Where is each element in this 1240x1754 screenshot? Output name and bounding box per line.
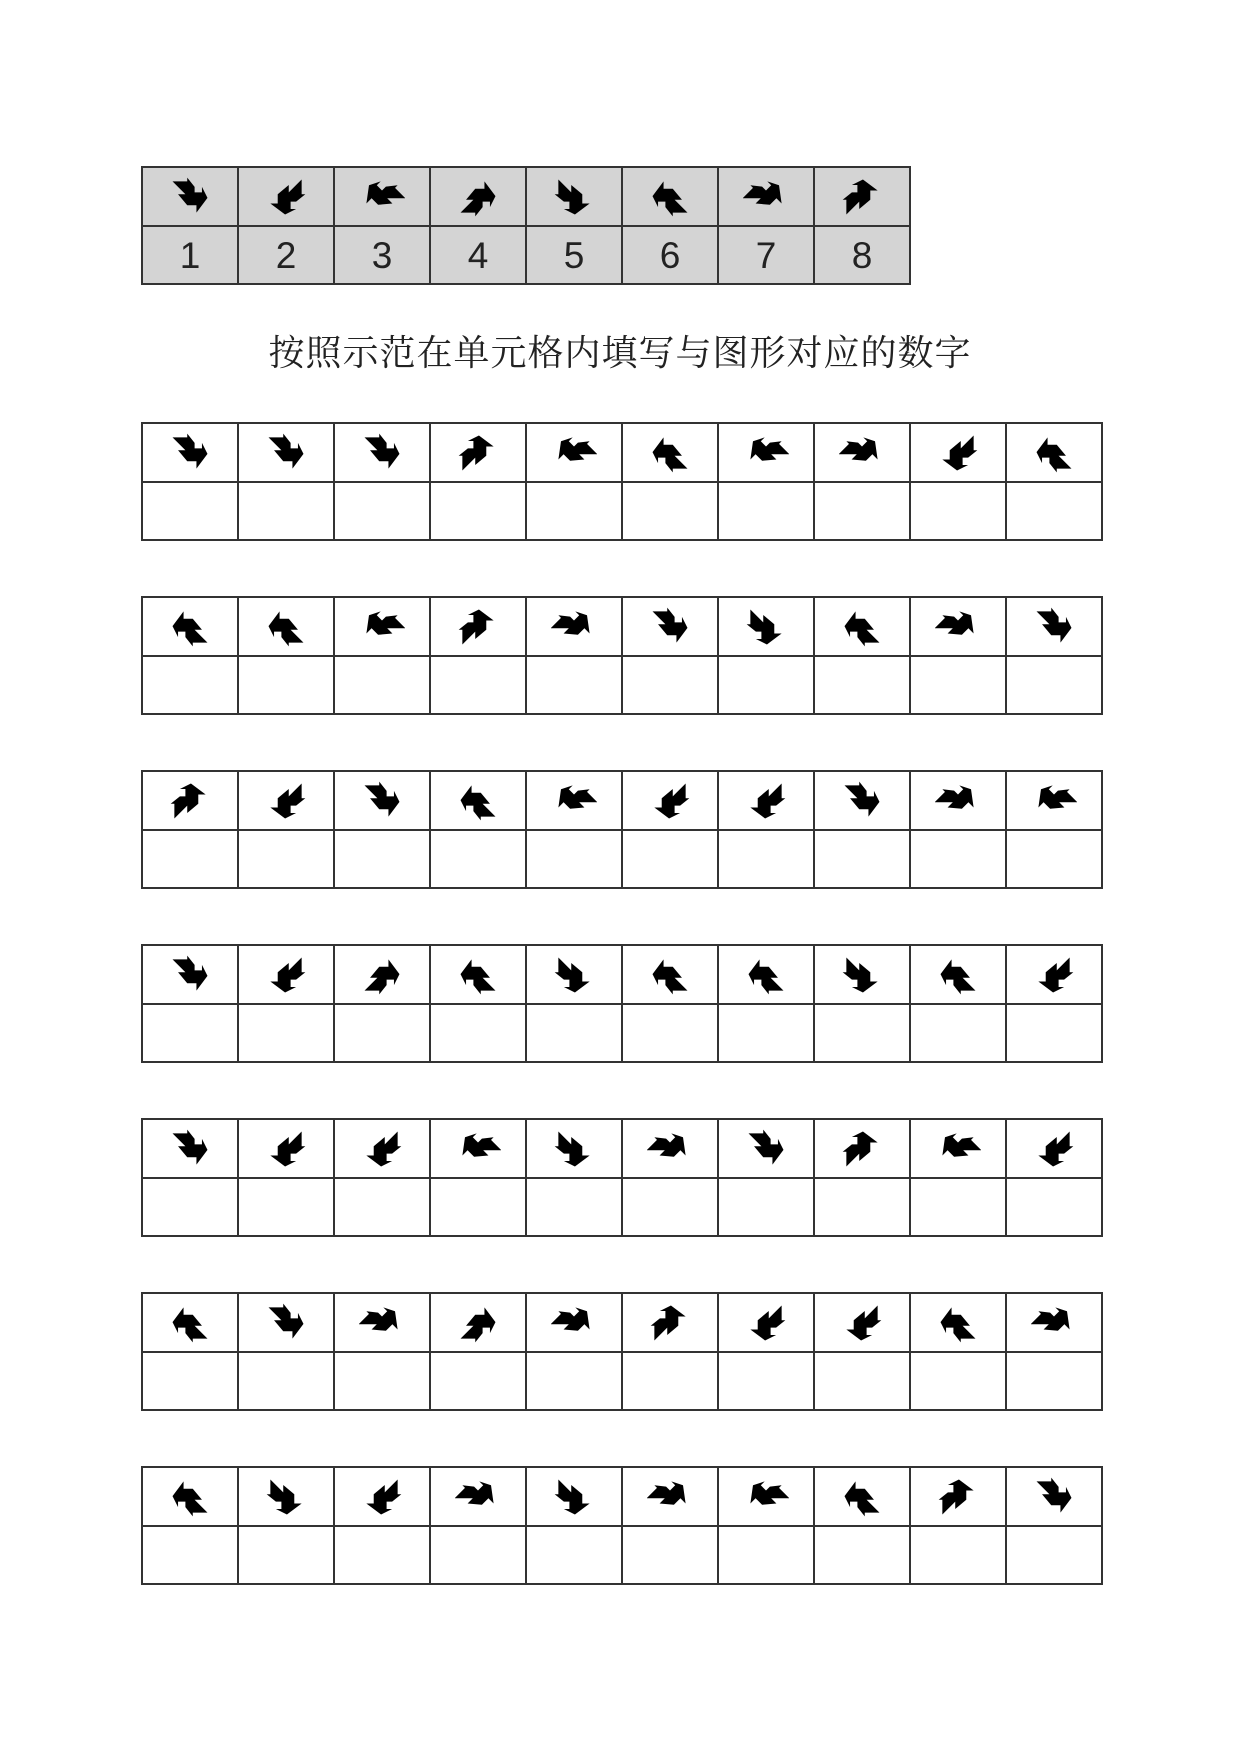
arrow-shape-s3-icon [719, 1474, 813, 1520]
answer-blank-cell[interactable] [430, 482, 526, 540]
answer-blank-cell[interactable] [526, 1178, 622, 1236]
exercise-symbol-cell [430, 771, 526, 830]
answer-blank-cell[interactable] [910, 1526, 1006, 1584]
exercise-symbol-cell [526, 1119, 622, 1178]
exercise-symbol-cell [334, 597, 430, 656]
answer-blank-cell[interactable] [238, 1004, 334, 1062]
exercise-symbol-cell [142, 945, 238, 1004]
answer-blank-cell[interactable] [622, 482, 718, 540]
answer-blank-cell[interactable] [1006, 1526, 1102, 1584]
arrow-shape-s6-icon [143, 1474, 237, 1520]
answer-blank-cell[interactable] [142, 830, 238, 888]
arrow-shape-s7-icon [911, 604, 1005, 650]
arrow-shape-s2-icon [719, 1300, 813, 1346]
arrow-shape-s3-icon [719, 430, 813, 476]
arrow-shape-s3-icon [431, 1126, 525, 1172]
exercise-symbol-cell [910, 771, 1006, 830]
exercise-symbol-cell [334, 771, 430, 830]
arrow-shape-s1-icon [239, 430, 333, 476]
exercise-symbol-cell [814, 1467, 910, 1526]
exercise-symbol-cell [1006, 945, 1102, 1004]
answer-blank-cell[interactable] [1006, 1352, 1102, 1410]
exercise-symbol-cell [622, 1293, 718, 1352]
arrow-shape-s2-icon [335, 1474, 429, 1520]
arrow-shape-s7-icon [719, 174, 813, 220]
arrow-shape-s6-icon [143, 1300, 237, 1346]
arrow-shape-s1-icon [335, 430, 429, 476]
legend-number-cell: 6 [622, 226, 718, 284]
arrow-shape-s3-icon [1007, 778, 1101, 824]
answer-blank-cell[interactable] [430, 1178, 526, 1236]
exercise-symbol-cell [334, 1467, 430, 1526]
legend-symbol-cell [334, 167, 430, 226]
answer-blank-cell[interactable] [238, 1178, 334, 1236]
exercise-symbol-cell [814, 423, 910, 482]
legend-number-cell: 8 [814, 226, 910, 284]
legend-symbol-cell [718, 167, 814, 226]
answer-blank-cell[interactable] [814, 1178, 910, 1236]
arrow-shape-s2-icon [1007, 952, 1101, 998]
arrow-shape-s2-icon [239, 174, 333, 220]
arrow-shape-s2-icon [1007, 1126, 1101, 1172]
answer-blank-cell[interactable] [238, 830, 334, 888]
answer-blank-cell[interactable] [142, 482, 238, 540]
answer-blank-cell[interactable] [334, 1178, 430, 1236]
exercise-answer-row [142, 1178, 1102, 1236]
arrow-shape-s1-icon [815, 778, 909, 824]
answer-blank-cell[interactable] [238, 482, 334, 540]
arrow-shape-s8-icon [431, 430, 525, 476]
exercise-symbol-row [142, 1293, 1102, 1352]
arrow-shape-s2-icon [623, 778, 717, 824]
answer-blank-cell[interactable] [814, 830, 910, 888]
exercise-row-4 [141, 944, 1103, 1063]
answer-blank-cell[interactable] [814, 482, 910, 540]
legend-symbol-cell [430, 167, 526, 226]
arrow-shape-s4-icon [431, 1300, 525, 1346]
exercise-symbol-cell [718, 597, 814, 656]
exercise-symbol-cell [430, 1119, 526, 1178]
arrow-shape-s6-icon [623, 174, 717, 220]
exercise-symbol-cell [718, 1119, 814, 1178]
arrow-shape-s7-icon [1007, 1300, 1101, 1346]
arrow-shape-s1-icon [143, 1126, 237, 1172]
legend-symbol-cell [622, 167, 718, 226]
arrow-shape-s2-icon [719, 778, 813, 824]
exercise-symbol-cell [526, 1293, 622, 1352]
exercise-symbol-cell [430, 1467, 526, 1526]
exercise-symbol-cell [622, 423, 718, 482]
arrow-shape-s1-icon [143, 952, 237, 998]
legend-symbol-cell [238, 167, 334, 226]
arrow-shape-s5-icon [719, 604, 813, 650]
exercise-symbol-cell [334, 945, 430, 1004]
legend-table [141, 166, 911, 285]
answer-blank-cell[interactable] [142, 1004, 238, 1062]
answer-blank-cell[interactable] [622, 656, 718, 714]
arrow-shape-s8-icon [623, 1300, 717, 1346]
exercise-symbol-cell [622, 771, 718, 830]
answer-blank-cell[interactable] [1006, 1178, 1102, 1236]
exercise-symbol-cell [526, 597, 622, 656]
answer-blank-cell[interactable] [142, 656, 238, 714]
legend-number-cell: 1 [142, 226, 238, 284]
answer-blank-cell[interactable] [718, 1178, 814, 1236]
arrow-shape-s2-icon [239, 952, 333, 998]
exercise-symbol-cell [814, 945, 910, 1004]
exercise-symbol-cell [238, 1119, 334, 1178]
arrow-shape-s6-icon [623, 430, 717, 476]
exercise-symbol-cell [526, 945, 622, 1004]
exercise-symbol-cell [718, 771, 814, 830]
exercise-symbol-cell [142, 423, 238, 482]
exercise-symbol-cell [1006, 1119, 1102, 1178]
answer-blank-cell[interactable] [910, 1004, 1006, 1062]
exercise-symbol-cell [910, 1119, 1006, 1178]
answer-blank-cell[interactable] [814, 656, 910, 714]
exercise-symbol-cell [430, 1293, 526, 1352]
arrow-shape-s6-icon [431, 952, 525, 998]
answer-blank-cell[interactable] [718, 1004, 814, 1062]
exercise-answer-row [142, 1004, 1102, 1062]
arrow-shape-s1-icon [1007, 1474, 1101, 1520]
answer-blank-cell[interactable] [814, 1352, 910, 1410]
answer-blank-cell[interactable] [910, 830, 1006, 888]
arrow-shape-s5-icon [527, 1474, 621, 1520]
exercise-symbol-cell [814, 1293, 910, 1352]
arrow-shape-s8-icon [911, 1474, 1005, 1520]
answer-blank-cell[interactable] [910, 1352, 1006, 1410]
answer-blank-cell[interactable] [334, 482, 430, 540]
answer-blank-cell[interactable] [142, 1352, 238, 1410]
arrow-shape-s7-icon [623, 1126, 717, 1172]
answer-blank-cell[interactable] [814, 1004, 910, 1062]
exercise-symbol-cell [334, 423, 430, 482]
exercise-row-1 [141, 422, 1103, 541]
exercise-symbol-cell [142, 1119, 238, 1178]
legend-symbol-cell [142, 167, 238, 226]
arrow-shape-s1-icon [719, 1126, 813, 1172]
arrow-shape-s5-icon [815, 952, 909, 998]
answer-blank-cell[interactable] [622, 1352, 718, 1410]
answer-blank-cell[interactable] [910, 656, 1006, 714]
exercise-symbol-cell [238, 1293, 334, 1352]
answer-blank-cell[interactable] [910, 482, 1006, 540]
arrow-shape-s8-icon [815, 174, 909, 220]
answer-blank-cell[interactable] [430, 1352, 526, 1410]
answer-blank-cell[interactable] [238, 1352, 334, 1410]
arrow-shape-s7-icon [527, 1300, 621, 1346]
answer-blank-cell[interactable] [238, 1526, 334, 1584]
arrow-shape-s7-icon [623, 1474, 717, 1520]
arrow-shape-s4-icon [335, 952, 429, 998]
answer-blank-cell[interactable] [622, 1178, 718, 1236]
arrow-shape-s1-icon [143, 430, 237, 476]
exercise-symbol-cell [334, 1293, 430, 1352]
exercise-symbol-cell [622, 1467, 718, 1526]
exercise-symbol-cell [142, 597, 238, 656]
exercise-symbol-cell [142, 771, 238, 830]
legend-number-cell: 3 [334, 226, 430, 284]
arrow-shape-s2-icon [239, 1126, 333, 1172]
answer-blank-cell[interactable] [334, 830, 430, 888]
exercise-symbol-cell [718, 1293, 814, 1352]
exercise-symbol-cell [238, 1467, 334, 1526]
exercise-symbol-row [142, 1119, 1102, 1178]
exercise-symbol-cell [1006, 423, 1102, 482]
exercise-symbol-cell [718, 423, 814, 482]
exercise-symbol-cell [1006, 1467, 1102, 1526]
arrow-shape-s1-icon [335, 778, 429, 824]
arrow-shape-s2-icon [239, 778, 333, 824]
answer-blank-cell[interactable] [622, 1526, 718, 1584]
answer-blank-cell[interactable] [142, 1526, 238, 1584]
arrow-shape-s1-icon [239, 1300, 333, 1346]
exercise-symbol-cell [814, 597, 910, 656]
arrow-shape-s6-icon [431, 778, 525, 824]
arrow-shape-s6-icon [911, 952, 1005, 998]
exercise-symbol-cell [910, 945, 1006, 1004]
answer-blank-cell[interactable] [334, 1004, 430, 1062]
exercise-symbol-cell [622, 945, 718, 1004]
exercise-row-3 [141, 770, 1103, 889]
exercise-symbol-cell [238, 945, 334, 1004]
exercise-symbol-cell [142, 1467, 238, 1526]
answer-blank-cell[interactable] [1006, 830, 1102, 888]
arrow-shape-s8-icon [431, 604, 525, 650]
arrow-shape-s8-icon [815, 1126, 909, 1172]
answer-blank-cell[interactable] [142, 1178, 238, 1236]
arrow-shape-s5-icon [527, 952, 621, 998]
exercise-symbol-cell [142, 1293, 238, 1352]
answer-blank-cell[interactable] [1006, 656, 1102, 714]
arrow-shape-s5-icon [527, 174, 621, 220]
legend-number-cell: 2 [238, 226, 334, 284]
exercise-symbol-cell [430, 597, 526, 656]
arrow-shape-s5-icon [239, 1474, 333, 1520]
legend-symbol-cell [814, 167, 910, 226]
legend-number-cell: 7 [718, 226, 814, 284]
exercise-symbol-cell [526, 423, 622, 482]
exercise-symbol-row [142, 423, 1102, 482]
answer-blank-cell[interactable] [334, 656, 430, 714]
exercise-symbol-cell [910, 597, 1006, 656]
exercise-answer-row [142, 830, 1102, 888]
answer-blank-cell[interactable] [430, 830, 526, 888]
answer-blank-cell[interactable] [718, 830, 814, 888]
exercise-symbol-cell [334, 1119, 430, 1178]
answer-blank-cell[interactable] [910, 1178, 1006, 1236]
exercise-symbol-cell [430, 423, 526, 482]
legend-number-cell: 5 [526, 226, 622, 284]
arrow-shape-s6-icon [911, 1300, 1005, 1346]
answer-blank-cell[interactable] [1006, 482, 1102, 540]
arrow-shape-s7-icon [911, 778, 1005, 824]
arrow-shape-s6-icon [239, 604, 333, 650]
arrow-shape-s3-icon [527, 430, 621, 476]
arrow-shape-s7-icon [527, 604, 621, 650]
arrow-shape-s6-icon [815, 604, 909, 650]
arrow-shape-s3-icon [911, 1126, 1005, 1172]
exercise-symbol-cell [1006, 1293, 1102, 1352]
arrow-shape-s1-icon [1007, 604, 1101, 650]
exercise-symbol-cell [622, 597, 718, 656]
exercise-answer-row [142, 1352, 1102, 1410]
arrow-shape-s2-icon [911, 430, 1005, 476]
answer-blank-cell[interactable] [718, 1526, 814, 1584]
exercise-answer-row [142, 1526, 1102, 1584]
exercise-symbol-cell [910, 423, 1006, 482]
exercise-symbol-cell [814, 771, 910, 830]
exercise-symbol-cell [910, 1467, 1006, 1526]
exercise-row-2 [141, 596, 1103, 715]
answer-blank-cell[interactable] [526, 1004, 622, 1062]
exercise-answer-row [142, 482, 1102, 540]
exercise-row-6 [141, 1292, 1103, 1411]
exercise-symbol-cell [1006, 597, 1102, 656]
arrow-shape-s6-icon [719, 952, 813, 998]
answer-blank-cell[interactable] [334, 1526, 430, 1584]
answer-blank-cell[interactable] [718, 1352, 814, 1410]
arrow-shape-s7-icon [815, 430, 909, 476]
arrow-shape-s7-icon [431, 1474, 525, 1520]
arrow-shape-s1-icon [623, 604, 717, 650]
exercise-symbol-cell [238, 597, 334, 656]
arrow-shape-s2-icon [815, 1300, 909, 1346]
answer-blank-cell[interactable] [334, 1352, 430, 1410]
exercise-symbol-cell [238, 423, 334, 482]
arrow-shape-s6-icon [1007, 430, 1101, 476]
answer-blank-cell[interactable] [526, 1526, 622, 1584]
arrow-shape-s1-icon [143, 174, 237, 220]
arrow-shape-s2-icon [335, 1126, 429, 1172]
answer-blank-cell[interactable] [430, 1526, 526, 1584]
instruction-title: 按照示范在单元格内填写与图形对应的数字 [268, 333, 972, 374]
legend-number-cell: 4 [430, 226, 526, 284]
arrow-shape-s7-icon [335, 1300, 429, 1346]
legend-number-row [142, 226, 910, 284]
exercise-symbol-row [142, 597, 1102, 656]
exercise-symbol-cell [526, 771, 622, 830]
answer-blank-cell[interactable] [526, 482, 622, 540]
exercise-symbol-cell [1006, 771, 1102, 830]
answer-blank-cell[interactable] [430, 1004, 526, 1062]
exercise-symbol-cell [238, 771, 334, 830]
exercise-symbol-row [142, 771, 1102, 830]
answer-blank-cell[interactable] [718, 482, 814, 540]
arrow-shape-s6-icon [143, 604, 237, 650]
exercise-symbol-cell [910, 1293, 1006, 1352]
arrow-shape-s8-icon [143, 778, 237, 824]
answer-blank-cell[interactable] [430, 656, 526, 714]
exercise-symbol-cell [718, 1467, 814, 1526]
answer-blank-cell[interactable] [1006, 1004, 1102, 1062]
answer-blank-cell[interactable] [526, 656, 622, 714]
arrow-shape-s3-icon [527, 778, 621, 824]
answer-blank-cell[interactable] [814, 1526, 910, 1584]
exercise-symbol-cell [526, 1467, 622, 1526]
legend-symbol-cell [526, 167, 622, 226]
answer-blank-cell[interactable] [622, 1004, 718, 1062]
answer-blank-cell[interactable] [526, 1352, 622, 1410]
arrow-shape-s3-icon [335, 174, 429, 220]
exercise-answer-row [142, 656, 1102, 714]
answer-blank-cell[interactable] [238, 656, 334, 714]
arrow-shape-s5-icon [527, 1126, 621, 1172]
answer-blank-cell[interactable] [526, 830, 622, 888]
legend-symbol-row [142, 167, 910, 226]
answer-blank-cell[interactable] [718, 656, 814, 714]
exercise-symbol-row [142, 945, 1102, 1004]
exercise-row-5 [141, 1118, 1103, 1237]
arrow-shape-s3-icon [335, 604, 429, 650]
arrow-shape-s4-icon [431, 174, 525, 220]
exercise-symbol-cell [622, 1119, 718, 1178]
answer-blank-cell[interactable] [622, 830, 718, 888]
exercise-symbol-cell [718, 945, 814, 1004]
exercise-symbol-cell [814, 1119, 910, 1178]
exercise-row-7 [141, 1466, 1103, 1585]
arrow-shape-s6-icon [815, 1474, 909, 1520]
exercise-symbol-cell [430, 945, 526, 1004]
arrow-shape-s6-icon [623, 952, 717, 998]
exercise-symbol-row [142, 1467, 1102, 1526]
